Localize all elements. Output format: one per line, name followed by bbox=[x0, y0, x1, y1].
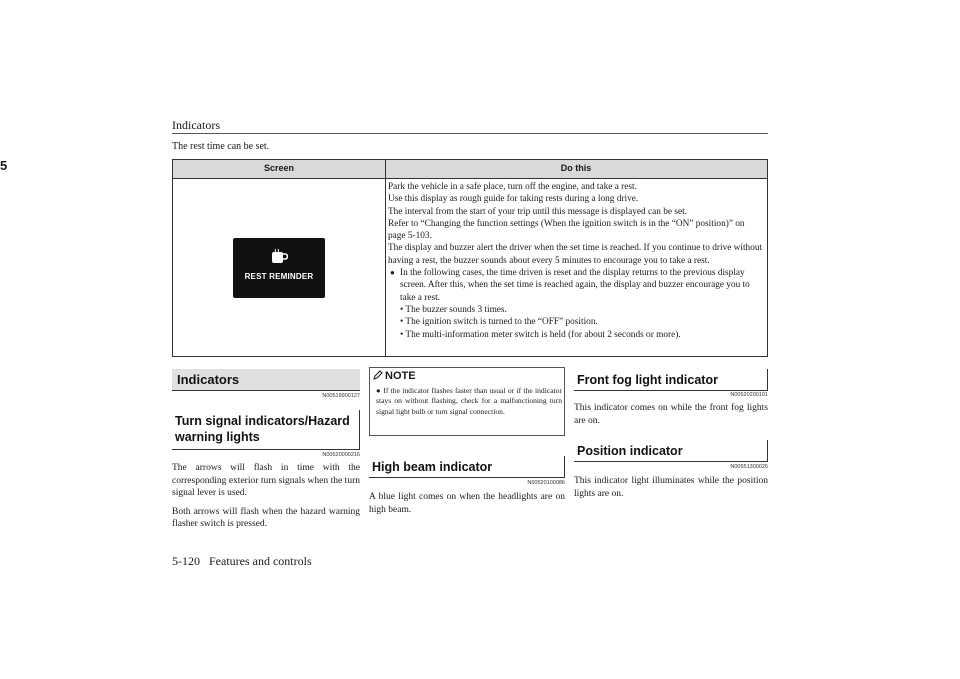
reference-code: N00520000216 bbox=[322, 452, 360, 458]
position-description bbox=[574, 475, 768, 506]
subheading-position: Position indicator bbox=[574, 440, 768, 462]
coffee-cup-icon bbox=[270, 248, 288, 266]
footer-section: Features and controls bbox=[209, 554, 312, 568]
reference-code: N00520100086 bbox=[527, 480, 565, 486]
instruction-text: Refer to “Changing the function settings (When the ignition switch is in the “ON” position)” on page 5-103. bbox=[388, 218, 745, 242]
table-header-row bbox=[173, 160, 767, 179]
header-rule bbox=[172, 133, 768, 134]
turn-signal-description bbox=[172, 462, 360, 537]
note-title: NOTE bbox=[385, 370, 416, 382]
section-heading-indicators: Indicators bbox=[172, 369, 360, 391]
note-header bbox=[373, 370, 416, 382]
body-paragraph: The arrows will flash in time with the corresponding exterior turn signals when the turn signal lever is used. bbox=[172, 463, 360, 498]
subheading-turn-signal: Turn signal indicators/Hazard warning lights bbox=[172, 410, 360, 450]
column-header-screen: Screen bbox=[263, 163, 295, 173]
front-fog-description bbox=[574, 402, 768, 433]
instruction-text: Use this display as rough guide for taking rests during a long drive. bbox=[388, 194, 639, 205]
rest-reminder-table bbox=[172, 159, 768, 357]
note-pen-icon bbox=[373, 370, 383, 380]
page-header-title: Indicators bbox=[172, 118, 220, 132]
reference-code: N00551300026 bbox=[730, 464, 768, 470]
sub-item: • The buzzer sounds 3 times. bbox=[400, 304, 507, 315]
chapter-tab bbox=[0, 157, 10, 173]
note-box bbox=[369, 367, 565, 436]
page-footer bbox=[172, 554, 312, 569]
sub-item: • The multi-information meter switch is held (for about 2 seconds or more). bbox=[400, 329, 681, 340]
instruction-text: The interval from the start of your trip until this message is displayed can be set. bbox=[388, 206, 687, 217]
bullet-icon: ● bbox=[390, 268, 395, 278]
reference-code: N00519900127 bbox=[322, 393, 360, 399]
note-body: If the indicator flashes faster than usual or if the indicator stays on without flashing, check for a malfunctioning turn signal light bulb or turn signal connection. bbox=[376, 386, 562, 416]
sub-item: • The ignition switch is turned to the “OFF” position. bbox=[400, 317, 598, 328]
body-paragraph: A blue light comes on when the headlights are on high beam. bbox=[369, 492, 565, 515]
chapter-number: 5 bbox=[0, 158, 8, 173]
bullet-text: In the following cases, the time driven is reset and the display returns to the previous display screen. After this, when the set time is reached again, the display and buzzer encourage you to take a rest. bbox=[400, 268, 750, 303]
note-text bbox=[376, 386, 562, 417]
bullet-icon: ● bbox=[376, 386, 384, 395]
rest-reminder-label: REST REMINDER bbox=[244, 272, 314, 281]
body-paragraph: Both arrows will flash when the hazard warning flasher switch is pressed. bbox=[172, 506, 360, 529]
column-divider bbox=[385, 160, 386, 356]
bullet-item bbox=[388, 267, 764, 304]
high-beam-description bbox=[369, 491, 565, 522]
intro-text: The rest time can be set. bbox=[172, 141, 270, 152]
column-header-do-this: Do this bbox=[560, 163, 592, 173]
subheading-high-beam: High beam indicator bbox=[369, 456, 565, 478]
body-paragraph: This indicator light illuminates while the position lights are on. bbox=[574, 476, 768, 499]
reference-code: N00520200191 bbox=[730, 392, 768, 398]
instruction-text: Park the vehicle in a safe place, turn off the engine, and take a rest. bbox=[388, 182, 637, 192]
rest-reminder-display bbox=[233, 238, 325, 298]
subheading-front-fog: Front fog light indicator bbox=[574, 369, 768, 391]
instruction-text: The display and buzzer alert the driver when the set time is reached. If you continue to drive without having a rest, the buzzer sounds about every 5 minutes to encourage you to take a rest. bbox=[388, 243, 763, 266]
page-number: 5-120 bbox=[172, 554, 200, 568]
do-this-cell bbox=[388, 181, 764, 341]
body-paragraph: This indicator comes on while the front fog lights are on. bbox=[574, 403, 768, 426]
